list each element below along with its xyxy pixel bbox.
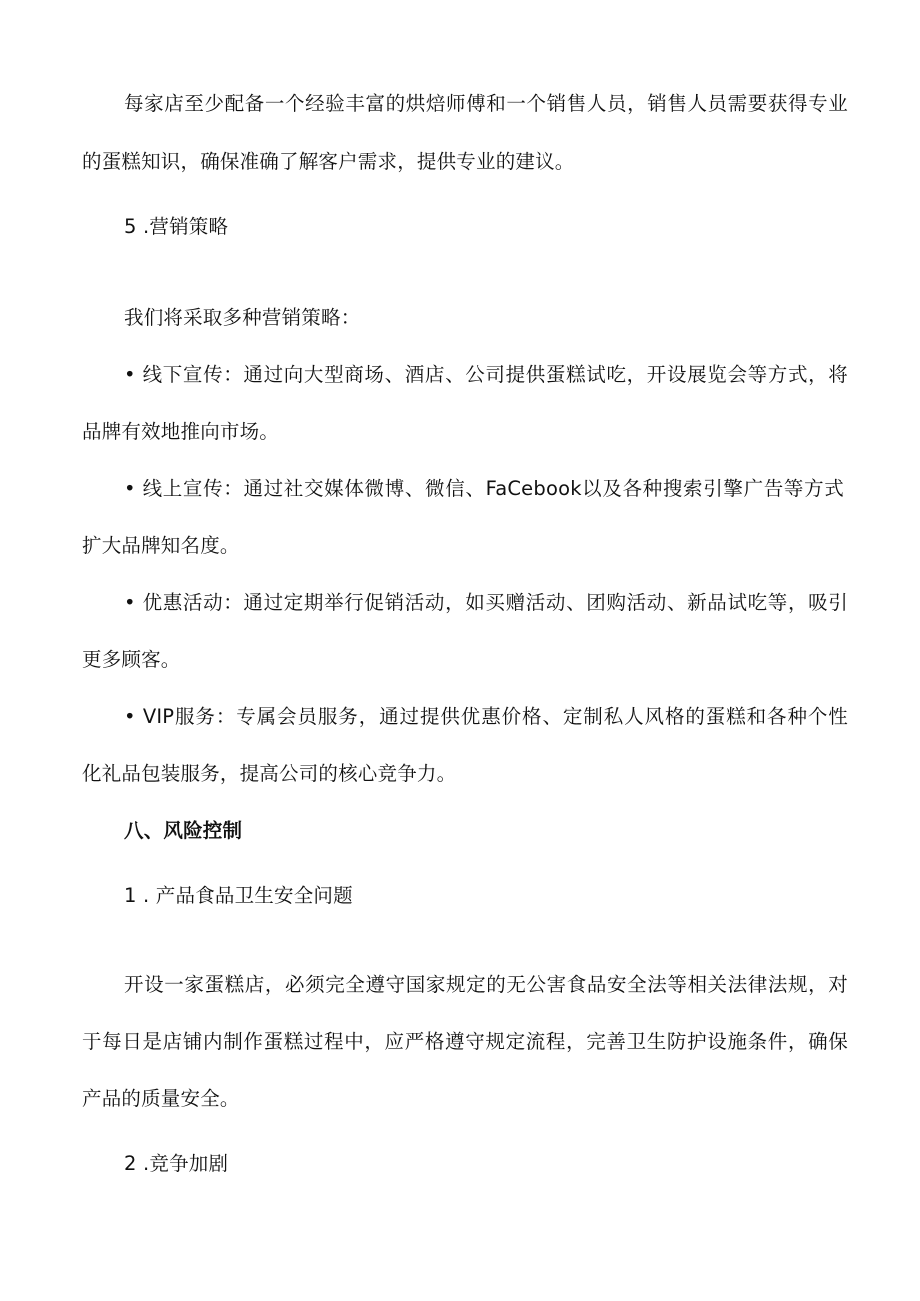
bullet-online-line-2: 扩大品牌知名度。 [82, 534, 240, 557]
bullet-vip-line-1: • VIP服务：专属会员服务，通过提供优惠价格、定制私人风格的蛋糕和各种个性 [124, 705, 848, 728]
bullet-promotion-line-1: • 优惠活动：通过定期举行促销活动，如买赠活动、团购活动、新品试吃等，吸引 [124, 591, 848, 614]
risk-1-paragraph-line-2: 于每日是店铺内制作蛋糕过程中，应严格遵守规定流程，完善卫生防护设施条件，确保 [82, 1030, 848, 1053]
bullet-online-line-1: • 线上宣传：通过社交媒体微博、微信、FaCebook以及各种搜索引擎广告等方式 [124, 477, 844, 500]
risk-1-heading: 1 . 产品食品卫生安全问题 [124, 884, 353, 907]
risk-2-heading: 2 .竞争加剧 [124, 1152, 229, 1175]
staff-paragraph-line-1: 每家店至少配备一个经验丰富的烘焙师傅和一个销售人员，销售人员需要获得专业 [124, 92, 848, 115]
bullet-promotion-line-2: 更多顾客。 [82, 648, 181, 671]
risk-1-paragraph-line-3: 产品的质量安全。 [82, 1087, 240, 1110]
chapter-8-heading: 八、风险控制 [124, 819, 243, 842]
bullet-offline-line-1: • 线下宣传：通过向大型商场、酒店、公司提供蛋糕试吃，开设展览会等方式，将 [124, 363, 848, 386]
risk-1-paragraph-line-1: 开设一家蛋糕店，必须完全遵守国家规定的无公害食品安全法等相关法律法规，对 [124, 973, 848, 996]
bullet-vip-line-2: 化礼品包装服务，提高公司的核心竞争力。 [82, 762, 457, 785]
bullet-offline-line-2: 品牌有效地推向市场。 [82, 420, 280, 443]
staff-paragraph-line-2: 的蛋糕知识，确保准确了解客户需求，提供专业的建议。 [82, 150, 575, 173]
section-5-heading: 5 .营销策略 [124, 215, 229, 238]
marketing-intro: 我们将采取多种营销策略： [124, 306, 361, 329]
